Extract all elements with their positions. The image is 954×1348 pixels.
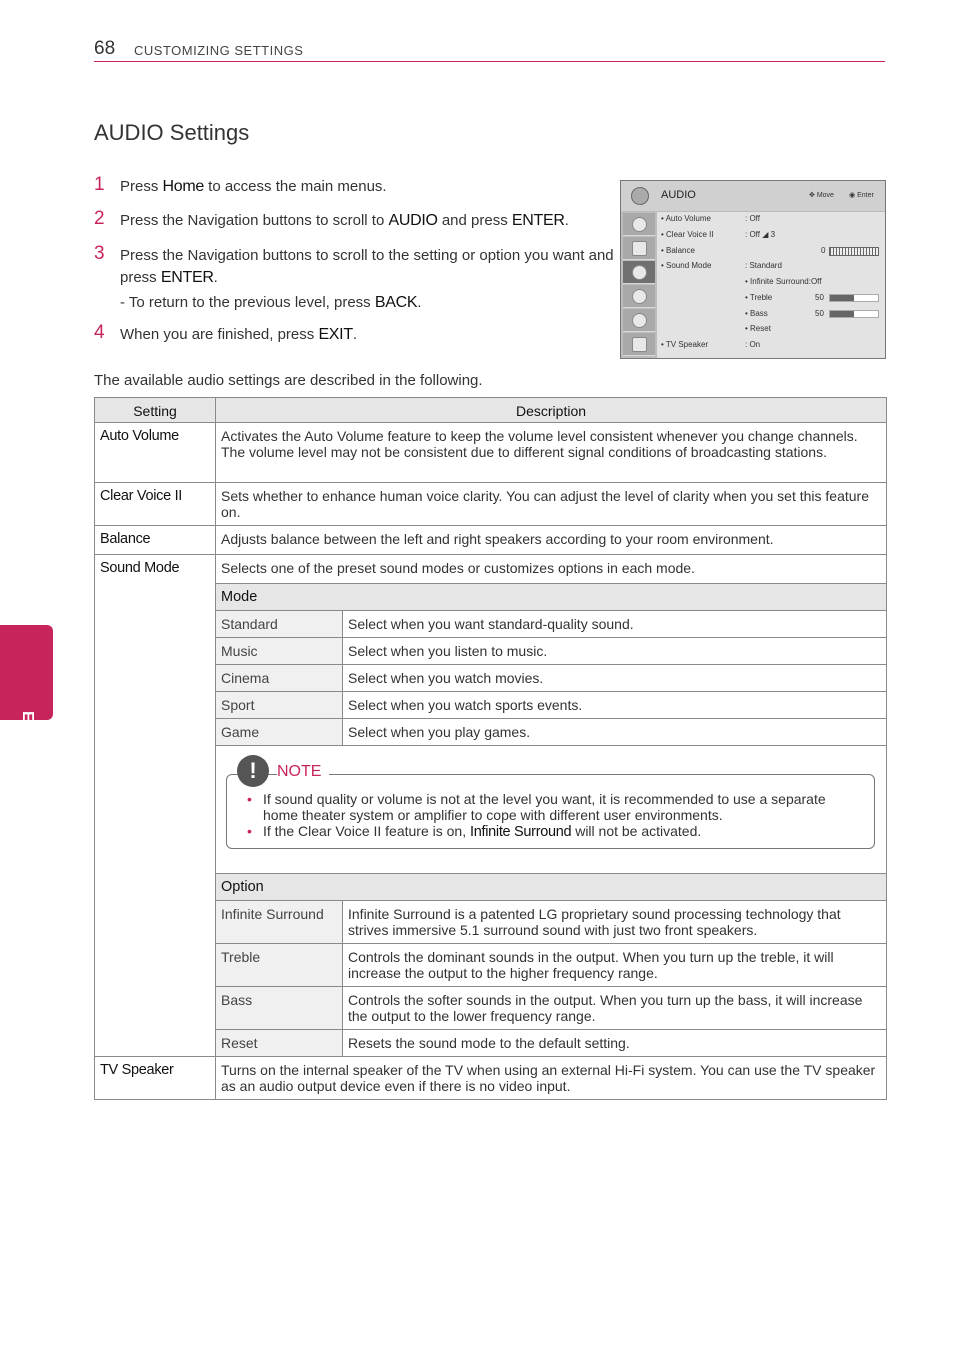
- option-desc: Controls the dominant sounds in the output. When you turn up the treble, it will increase the output to the higher frequency range.: [343, 944, 887, 987]
- note-item: • If sound quality or volume is not at the level you want, it is recommended to use a separate home theater system or amplifier to cope with different user environments.: [247, 791, 864, 823]
- setting-name: Sound Mode: [95, 555, 216, 1057]
- table-row: [216, 719, 886, 746]
- step-text: Press Home to access the main menus.: [120, 178, 387, 195]
- tv-row-label: • TV Speaker: [661, 340, 709, 349]
- mode-name: Music: [216, 638, 343, 665]
- balance-slider: [829, 247, 879, 256]
- tv-move-hint: ✥ Move: [809, 192, 834, 199]
- setting-name: Auto Volume: [95, 423, 216, 483]
- note-item: • If the Clear Voice II feature is on, Infinite Surround will not be activated.: [247, 823, 864, 840]
- option-header: Option: [216, 874, 886, 901]
- audio-menu-icon: [623, 261, 655, 284]
- step-subtext: - To return to the previous level, press BACK.: [120, 294, 422, 311]
- page-number: 68: [94, 38, 116, 59]
- sound-mode-desc: Selects one of the preset sound modes or customizes options in each mode.: [221, 560, 695, 576]
- intro-text: The available audio settings are described in the following.: [94, 372, 483, 389]
- setting-description: [216, 555, 887, 1057]
- tv-row-label: • Auto Volume: [661, 214, 711, 223]
- tv-row-value: : Standard: [745, 261, 782, 270]
- option-name: Infinite Surround: [216, 901, 343, 944]
- tv-menu-title: AUDIO: [661, 189, 696, 201]
- table-row: [216, 901, 886, 944]
- step-text: Press the Navigation buttons to scroll to the setting or option you want and press ENTER.: [120, 247, 614, 286]
- table-row: [216, 944, 886, 987]
- setting-description: Turns on the internal speaker of the TV when using an external Hi-Fi system. You can use the TV speaker as an audio output device even if there is no video input.: [216, 1057, 887, 1100]
- option-icon: [623, 333, 655, 356]
- tv-menu-header: [621, 181, 885, 212]
- audio-settings-table: [94, 397, 887, 1100]
- tv-row-value: 0: [821, 246, 826, 255]
- section-title: CUSTOMIZING SETTINGS: [134, 43, 304, 58]
- table-header-row: [95, 398, 887, 423]
- tv-menu-icon-column: [621, 211, 657, 358]
- mode-desc: Select when you watch movies.: [343, 665, 887, 692]
- tv-row-value: : On: [745, 340, 761, 349]
- step-text: Press the Navigation buttons to scroll to AUDIO and press ENTER.: [120, 212, 569, 229]
- table-row: [216, 611, 886, 638]
- setting-name: Clear Voice II: [95, 483, 216, 526]
- bass-slider: [829, 310, 879, 318]
- tv-row-label: • Balance: [661, 246, 695, 255]
- option-desc: Infinite Surround is a patented LG proprietary sound processing technology that strives immersive 5.1 surround sound with just two front speakers.: [343, 901, 887, 944]
- tv-row-label: • Clear Voice II: [661, 230, 714, 239]
- mode-desc: Select when you watch sports events.: [343, 692, 887, 719]
- table-row: [216, 638, 886, 665]
- setting-name: Balance: [95, 526, 216, 555]
- tv-row-value: 50: [815, 309, 824, 318]
- language-tab-label: ENGLISH: [19, 711, 36, 790]
- screen-icon: [623, 237, 655, 260]
- tv-row-value: : Off ◢ 3: [745, 230, 776, 239]
- mode-header: Mode: [216, 584, 886, 611]
- table-row: [95, 483, 887, 526]
- tv-row-label: • Treble: [745, 293, 773, 302]
- move-arrows-icon: ✥: [809, 192, 815, 199]
- mode-name: Standard: [216, 611, 343, 638]
- header-rule: [94, 61, 885, 62]
- column-header-description: Description: [216, 398, 887, 423]
- setting-description: Activates the Auto Volume feature to keep the volume level consistent whenever you change channels. The volume level may not be consistent due to different signal conditions of broadcasting stations.: [216, 423, 887, 483]
- treble-slider: [829, 294, 879, 302]
- step-number: 4: [94, 322, 105, 343]
- tv-row-value: 50: [815, 293, 824, 302]
- time-icon: [623, 285, 655, 308]
- mode-desc: Select when you want standard-quality sound.: [343, 611, 887, 638]
- column-header-setting: Setting: [95, 398, 216, 423]
- tv-row-label: • Infinite Surround:Off: [745, 277, 822, 286]
- tv-menu-screenshot: [620, 180, 886, 359]
- step-number: 3: [94, 243, 105, 264]
- tv-enter-hint: ◉ Enter: [849, 192, 874, 199]
- option-desc: Controls the softer sounds in the output. When you turn up the bass, it will increase the output to the lower frequency range.: [343, 987, 887, 1030]
- lock-icon: [623, 309, 655, 332]
- option-desc: Resets the sound mode to the default setting.: [343, 1030, 887, 1057]
- setting-description: Sets whether to enhance human voice clarity. You can adjust the level of clarity when you set this feature on.: [216, 483, 887, 526]
- mode-name: Sport: [216, 692, 343, 719]
- table-row: [216, 665, 886, 692]
- setting-name: TV Speaker: [95, 1057, 216, 1100]
- table-row: [95, 526, 887, 555]
- table-row: [95, 1057, 887, 1100]
- mode-name: Game: [216, 719, 343, 746]
- option-name: Treble: [216, 944, 343, 987]
- tv-row-label: • Reset: [745, 324, 771, 333]
- picture-icon: [623, 213, 655, 236]
- mode-subtable: [216, 583, 886, 1056]
- option-name: Reset: [216, 1030, 343, 1057]
- mode-desc: Select when you listen to music.: [343, 638, 887, 665]
- table-row: [216, 692, 886, 719]
- mode-name: Cinema: [216, 665, 343, 692]
- step-number: 1: [94, 174, 105, 195]
- audio-icon: [631, 187, 649, 205]
- table-row: [216, 987, 886, 1030]
- tv-row-label: • Bass: [745, 309, 768, 318]
- note-box: [226, 758, 875, 849]
- step-number: 2: [94, 208, 105, 229]
- table-row: [95, 423, 887, 483]
- mode-desc: Select when you play games.: [343, 719, 887, 746]
- note-label: NOTE: [277, 764, 329, 780]
- table-row: [216, 1030, 886, 1057]
- table-row: [95, 555, 887, 1057]
- enter-button-icon: ◉: [849, 192, 856, 199]
- exclamation-icon: !: [237, 755, 269, 787]
- language-tab: [0, 625, 53, 790]
- tv-row-value: : Off: [745, 214, 760, 223]
- page-heading: AUDIO Settings: [94, 120, 250, 145]
- step-text: When you are finished, press EXIT.: [120, 326, 357, 343]
- setting-description: Adjusts balance between the left and right speakers according to your room environment.: [216, 526, 887, 555]
- tv-row-label: • Sound Mode: [661, 261, 712, 270]
- option-name: Bass: [216, 987, 343, 1030]
